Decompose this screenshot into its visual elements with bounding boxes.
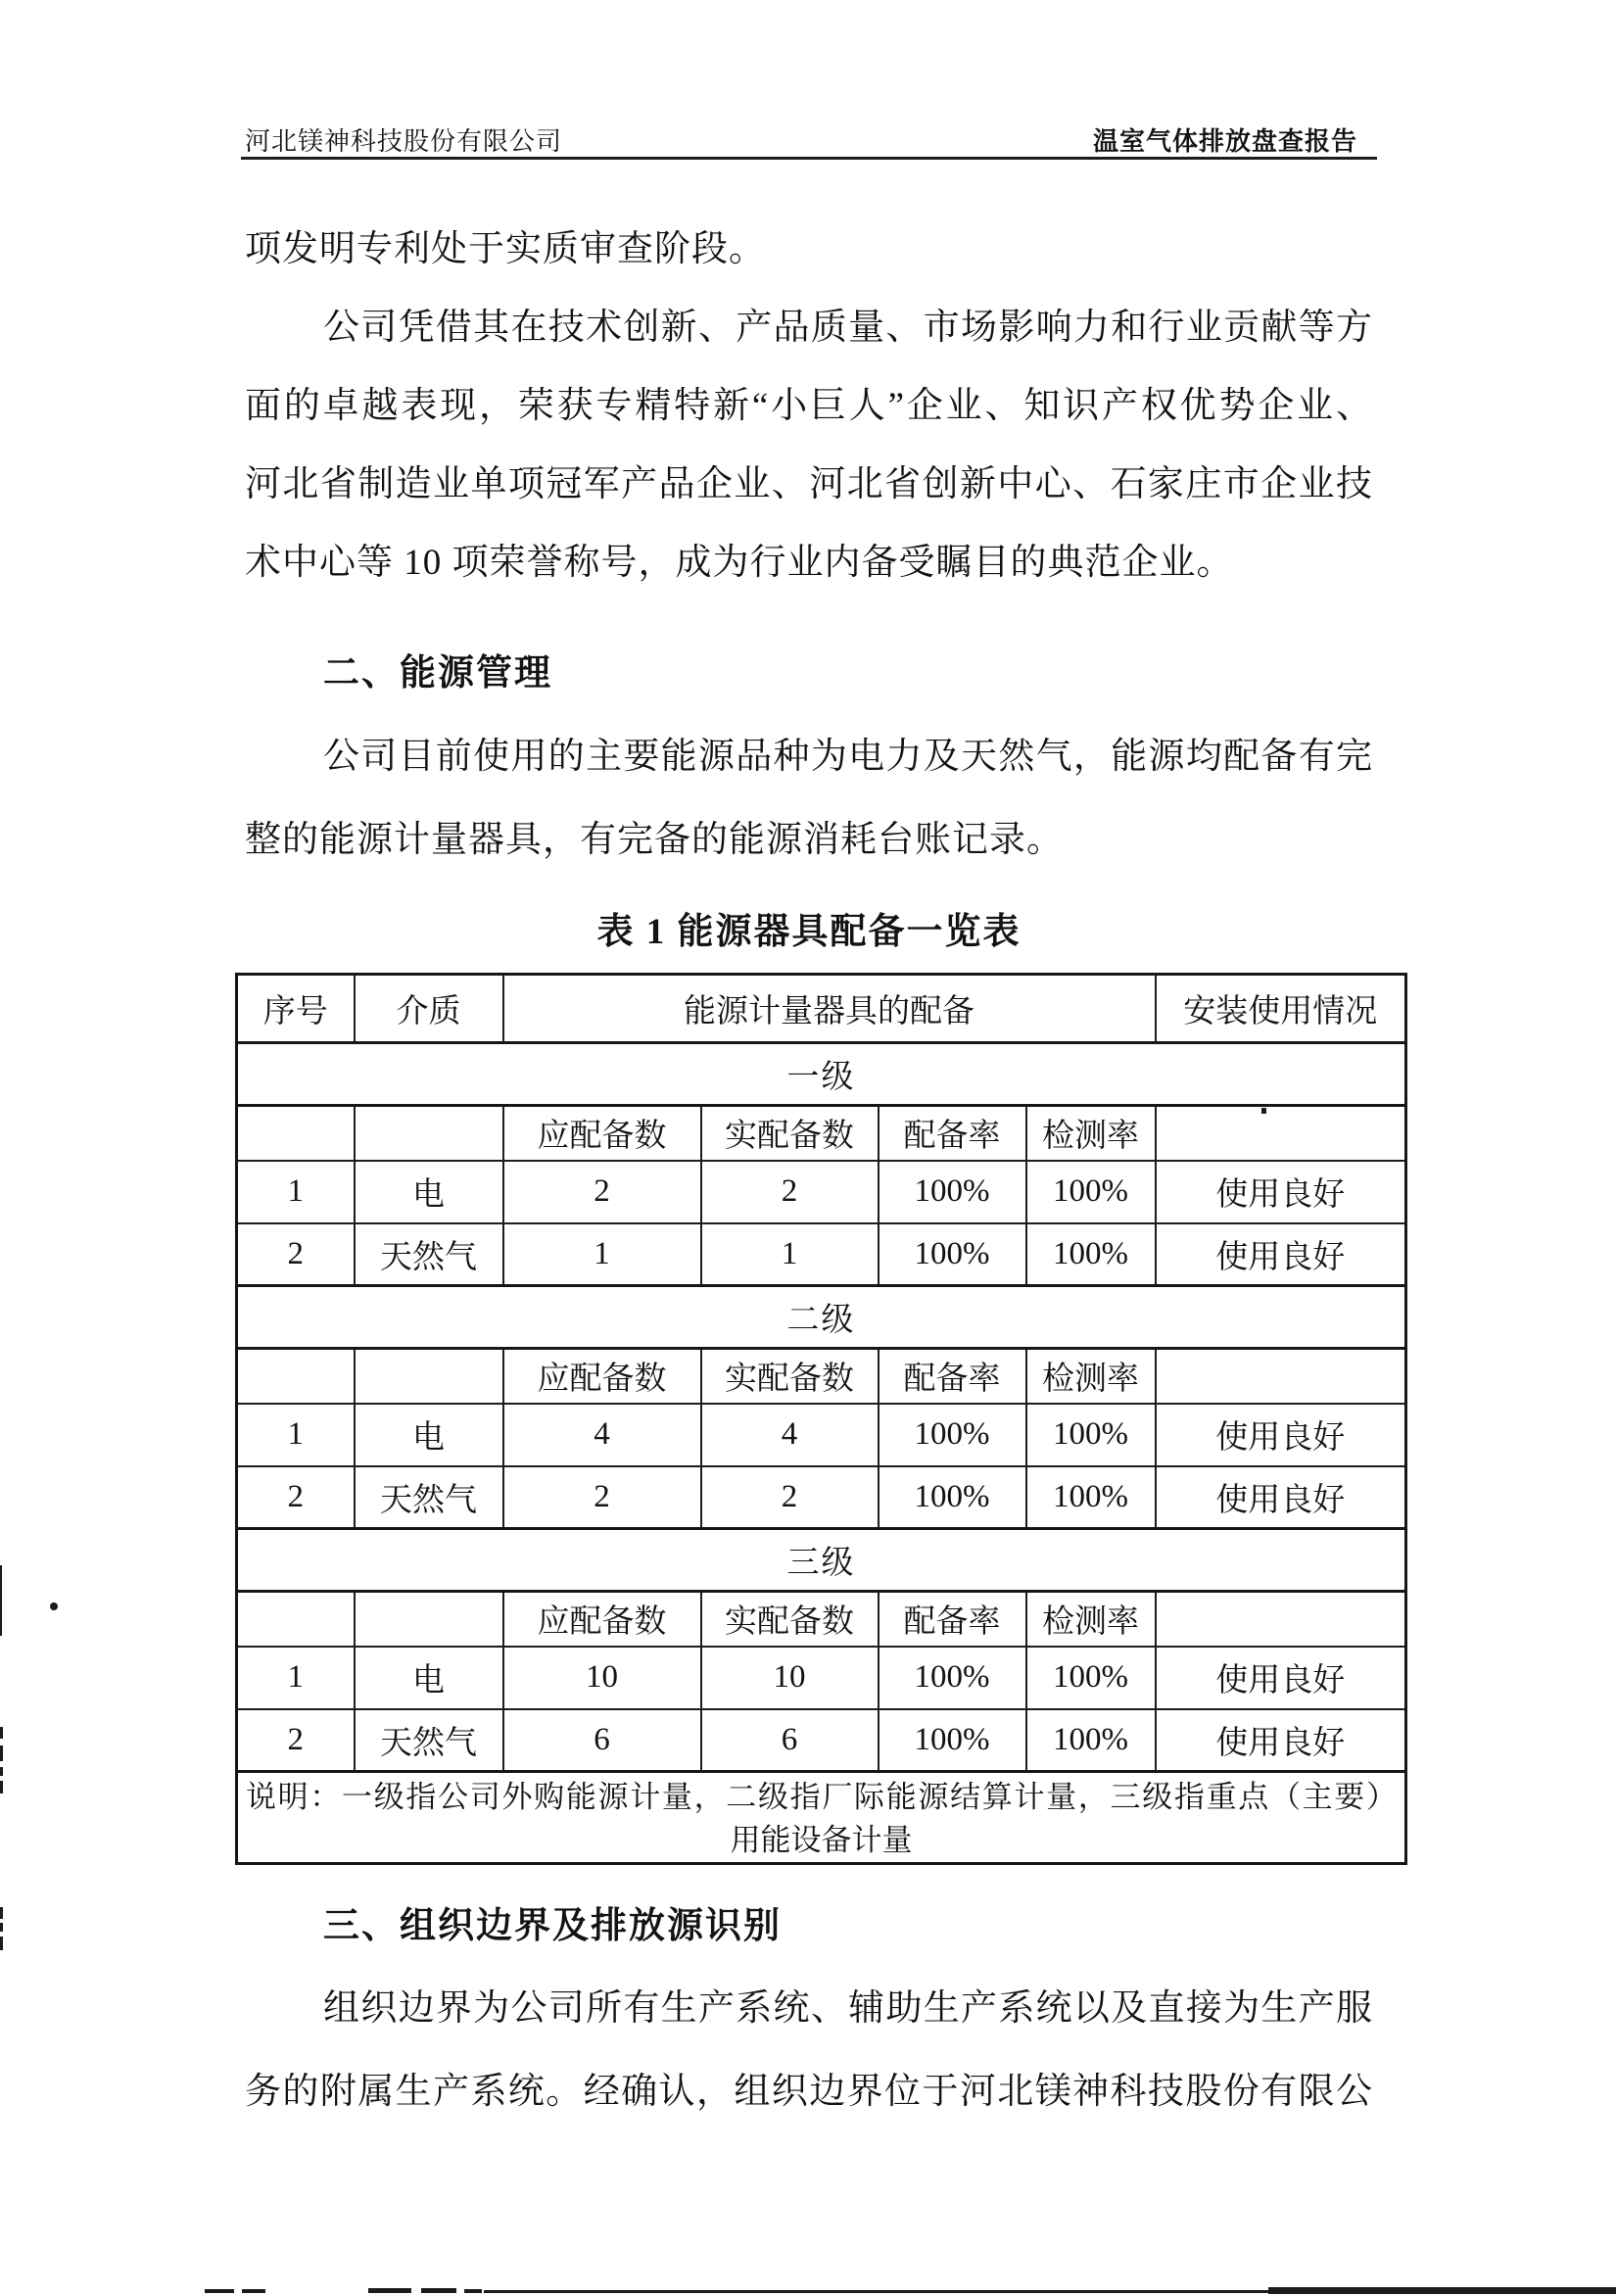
table-cell: 电	[355, 1161, 503, 1223]
table-cell: 2	[237, 1223, 355, 1286]
table-header-cell: 安装使用情况	[1156, 975, 1406, 1043]
scan-artifact-edge-mark	[0, 1923, 3, 1932]
table-cell: 100%	[879, 1404, 1026, 1466]
scan-artifact-bottom-dash	[464, 2289, 482, 2293]
scan-artifact-bottom-dash	[421, 2288, 456, 2293]
table-cell: 100%	[879, 1223, 1026, 1286]
table-row	[237, 1466, 1406, 1529]
table-cell: 使用良好	[1156, 1466, 1406, 1529]
paragraph-line: 面的卓越表现，荣获专精特新“小巨人”企业、知识产权优势企业、	[245, 386, 1373, 426]
table-cell: 4	[701, 1404, 879, 1466]
table-subheader-cell: 实配备数	[701, 1349, 879, 1404]
table-cell: 2	[237, 1466, 355, 1529]
table-cell: 100%	[879, 1709, 1026, 1772]
table-cell	[237, 1106, 355, 1161]
table-row	[237, 1709, 1406, 1772]
table-note-line2: 用能设备计量	[730, 1822, 913, 1857]
table-note-row	[237, 1772, 1406, 1864]
table-cell	[1156, 1592, 1406, 1647]
table-cell: 2	[701, 1161, 879, 1223]
table-title: 表 1 能源器具配备一览表	[596, 912, 1022, 952]
table-section-row	[237, 1529, 1406, 1592]
table-cell: 100%	[879, 1161, 1026, 1223]
table-subheader-cell: 配备率	[879, 1592, 1026, 1647]
table-cell: 10	[503, 1647, 701, 1709]
paragraph-line: 公司凭借其在技术创新、产品质量、市场影响力和行业贡献等方	[323, 308, 1373, 348]
table-cell: 100%	[1026, 1466, 1156, 1529]
table-cell: 使用良好	[1156, 1161, 1406, 1223]
table-subheader-cell: 配备率	[879, 1106, 1026, 1161]
table-cell: 2	[701, 1466, 879, 1529]
table-section-label: 一级	[237, 1043, 1406, 1106]
table-cell: 2	[237, 1709, 355, 1772]
paragraph-line: 项发明专利处于实质审查阶段。	[245, 229, 766, 269]
table-cell	[237, 1592, 355, 1647]
table-cell: 天然气	[355, 1466, 503, 1529]
table-section-label: 三级	[237, 1529, 1406, 1592]
table-cell: 6	[701, 1709, 879, 1772]
table-cell: 1	[503, 1223, 701, 1286]
paragraph-line: 术中心等 10 项荣誉称号，成为行业内备受瞩目的典范企业。	[245, 543, 1234, 583]
scan-artifact-bottom-dash	[242, 2289, 265, 2293]
table-row	[237, 1647, 1406, 1709]
table-cell: 电	[355, 1647, 503, 1709]
table-subheader-row	[237, 1592, 1406, 1647]
table-cell: 天然气	[355, 1223, 503, 1286]
table-cell: 2	[503, 1466, 701, 1529]
table-cell: 10	[701, 1647, 879, 1709]
table-cell: 1	[237, 1647, 355, 1709]
table-cell	[1156, 1349, 1406, 1404]
table-cell	[355, 1349, 503, 1404]
table-header-cell: 介质	[355, 975, 503, 1043]
table-subheader-cell: 配备率	[879, 1349, 1026, 1404]
scan-artifact-edge-line	[0, 1565, 2, 1636]
table-subheader-cell: 检测率	[1026, 1106, 1156, 1161]
scan-artifact-edge-mark	[0, 1907, 3, 1919]
table-section-row	[237, 1043, 1406, 1106]
scan-artifact-bottom-dash	[205, 2289, 234, 2293]
table-subheader-row	[237, 1349, 1406, 1404]
scan-artifact-edge-mark	[0, 1727, 3, 1739]
paragraph-line: 公司目前使用的主要能源品种为电力及天然气，能源均配备有完	[323, 737, 1373, 777]
table-cell: 1	[701, 1223, 879, 1286]
table-cell: 100%	[879, 1647, 1026, 1709]
scan-artifact-edge-mark	[0, 1937, 3, 1950]
table-section-row	[237, 1286, 1406, 1349]
table-note-line1: 说明：一级指公司外购能源计量，二级指厂际能源结算计量，三级指重点（主要）	[246, 1779, 1397, 1814]
table-subheader-cell: 检测率	[1026, 1592, 1156, 1647]
table-cell: 电	[355, 1404, 503, 1466]
table-row	[237, 1161, 1406, 1223]
scan-artifact-edge-mark	[0, 1746, 3, 1761]
table-subheader-cell: 实配备数	[701, 1592, 879, 1647]
paragraph-line: 务的附属生产系统。经确认，组织边界位于河北镁神科技股份有限公	[245, 2072, 1373, 2112]
table-cell	[237, 1349, 355, 1404]
table-subheader-cell: 检测率	[1026, 1349, 1156, 1404]
energy-table	[235, 973, 1407, 1865]
scan-artifact-edge-mark	[0, 1767, 3, 1776]
table-subheader-row	[237, 1106, 1406, 1161]
table-cell: 100%	[1026, 1161, 1156, 1223]
table-header-row	[237, 975, 1406, 1043]
table-cell: 1	[237, 1404, 355, 1466]
table-subheader-cell: 实配备数	[701, 1106, 879, 1161]
header-company-name: 河北镁神科技股份有限公司	[245, 127, 563, 156]
table-section-label: 二级	[237, 1286, 1406, 1349]
table-cell	[1156, 1106, 1406, 1161]
table-cell: 天然气	[355, 1709, 503, 1772]
scan-artifact-bottom-dash	[368, 2288, 411, 2293]
table-cell: 2	[503, 1161, 701, 1223]
paragraph-line: 组织边界为公司所有生产系统、辅助生产系统以及直接为生产服	[323, 1988, 1373, 2029]
table-cell: 100%	[1026, 1404, 1156, 1466]
table-cell: 使用良好	[1156, 1709, 1406, 1772]
table-cell: 使用良好	[1156, 1223, 1406, 1286]
scan-artifact-dot	[50, 1602, 58, 1610]
scan-artifact-edge-mark	[0, 1781, 3, 1794]
table-cell	[355, 1106, 503, 1161]
table-row	[237, 1404, 1406, 1466]
page-header	[245, 121, 1373, 159]
section-heading-org-boundary: 三、组织边界及排放源识别	[323, 1906, 782, 1946]
table-cell: 100%	[1026, 1647, 1156, 1709]
table-cell: 100%	[1026, 1223, 1156, 1286]
table-cell: 1	[237, 1161, 355, 1223]
table-cell	[355, 1592, 503, 1647]
header-report-title: 温室气体排放盘查报告	[1092, 127, 1357, 156]
table-subheader-cell: 应配备数	[503, 1592, 701, 1647]
section-heading-energy-management: 二、能源管理	[323, 653, 552, 694]
table-cell: 使用良好	[1156, 1404, 1406, 1466]
table-header-cell: 能源计量器具的配备	[503, 975, 1156, 1043]
table-subheader-cell: 应配备数	[503, 1106, 701, 1161]
paragraph-line: 整的能源计量器具，有完备的能源消耗台账记录。	[245, 820, 1064, 860]
table-note-cell	[237, 1772, 1406, 1864]
scan-artifact-speck	[1261, 1108, 1266, 1114]
table-cell: 6	[503, 1709, 701, 1772]
table-cell: 100%	[1026, 1709, 1156, 1772]
table-cell: 100%	[879, 1466, 1026, 1529]
scan-artifact-bottom-line-thick	[1268, 2287, 1616, 2294]
table-row	[237, 1223, 1406, 1286]
table-cell: 4	[503, 1404, 701, 1466]
header-rule	[241, 157, 1377, 160]
table-cell: 使用良好	[1156, 1647, 1406, 1709]
table-subheader-cell: 应配备数	[503, 1349, 701, 1404]
paragraph-line: 河北省制造业单项冠军产品企业、河北省创新中心、石家庄市企业技	[245, 464, 1373, 504]
table-header-cell: 序号	[237, 975, 355, 1043]
